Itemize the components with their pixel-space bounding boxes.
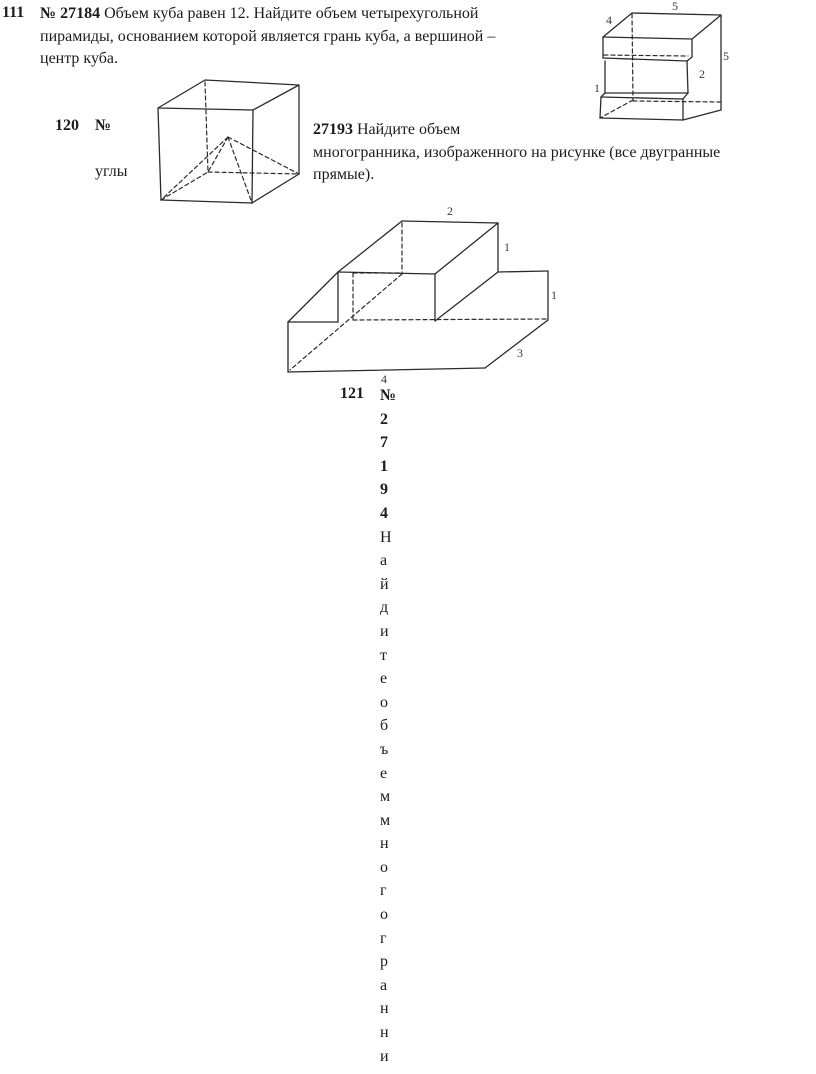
vertical-column-char: 2 (380, 410, 388, 428)
notched-block-label-4: 4 (606, 13, 612, 27)
notched-block-label-2: 2 (699, 67, 705, 81)
problem-27193-text (313, 119, 720, 187)
row-120-no-symbol: № (95, 117, 112, 134)
vertical-column-char: № (380, 387, 397, 404)
vertical-column-char: и (380, 622, 389, 640)
vertical-column-char: 9 (380, 481, 388, 499)
row-number-111: 111 (2, 4, 25, 21)
vertical-column-char: н (380, 835, 389, 853)
staircase-label-2: 2 (447, 205, 453, 218)
vertical-column-char: н (380, 1000, 389, 1018)
vertical-text-column (380, 384, 400, 1068)
problem-27193-line1-rest: Найдите объем (353, 121, 461, 138)
vertical-column-char: н (380, 1024, 389, 1042)
staircase-label-4: 4 (381, 372, 387, 386)
notched-block-label-5-right: 5 (723, 49, 729, 63)
vertical-column-char: м (380, 811, 391, 829)
row-number-120: 120 (55, 117, 79, 134)
problem-27193-line3: прямые). (313, 166, 375, 183)
vertical-column-char: е (380, 764, 388, 782)
vertical-column-char: е (380, 670, 388, 688)
staircase-label-1-right: 1 (551, 288, 557, 302)
problem-27184-line1 (40, 3, 495, 26)
problem-27193-line1 (313, 119, 720, 142)
vertical-column-char: й (380, 575, 389, 593)
vertical-column-char: о (380, 906, 388, 924)
figure-staircase (285, 205, 575, 387)
vertical-column-char: о (380, 858, 388, 876)
vertical-column-char: 7 (380, 434, 388, 452)
vertical-column-char: а (380, 976, 388, 994)
problem-27193-number: 27193 (313, 121, 353, 138)
vertical-column-char: 1 (380, 457, 388, 475)
problem-27184-line2: пирамиды, основанием которой является грань куба, а вершиной – (40, 27, 496, 45)
staircase-label-1-top: 1 (504, 240, 510, 254)
vertical-column-char: 4 (380, 504, 388, 522)
problem-27193-line2: многогранника, изображенного на рисунке (все двугранные (313, 143, 721, 161)
vertical-column-char: и (380, 1047, 389, 1065)
vertical-column-char: р (380, 953, 388, 971)
problem-27184-line1-rest: Объем куба равен 12. Найдите объем четырехугольной (100, 5, 479, 22)
vertical-column-char: ъ (380, 740, 389, 758)
vertical-column-char: б (380, 717, 389, 735)
figure-cube-pyramid (155, 75, 305, 210)
vertical-column-char: д (380, 599, 389, 617)
row-number-121: 121 (340, 385, 364, 402)
vertical-column-char: м (380, 788, 391, 806)
vertical-column-char: а (380, 552, 388, 570)
vertical-column-char: г (380, 929, 387, 947)
problem-27184-text (40, 3, 495, 71)
notched-block-label-1: 1 (594, 81, 600, 95)
figure-notched-block (593, 0, 735, 127)
vertical-column-char: г (380, 882, 387, 900)
vertical-column-char: о (380, 693, 388, 711)
vertical-column-char: Н (380, 528, 392, 546)
problem-27184-line3: центр куба. (40, 50, 118, 67)
row-120-word: углы (95, 163, 128, 180)
notched-block-label-5-top: 5 (672, 0, 678, 13)
vertical-column-char: т (380, 646, 387, 664)
staircase-label-3: 3 (517, 346, 523, 360)
problem-27184-number: № 27184 (40, 5, 101, 22)
